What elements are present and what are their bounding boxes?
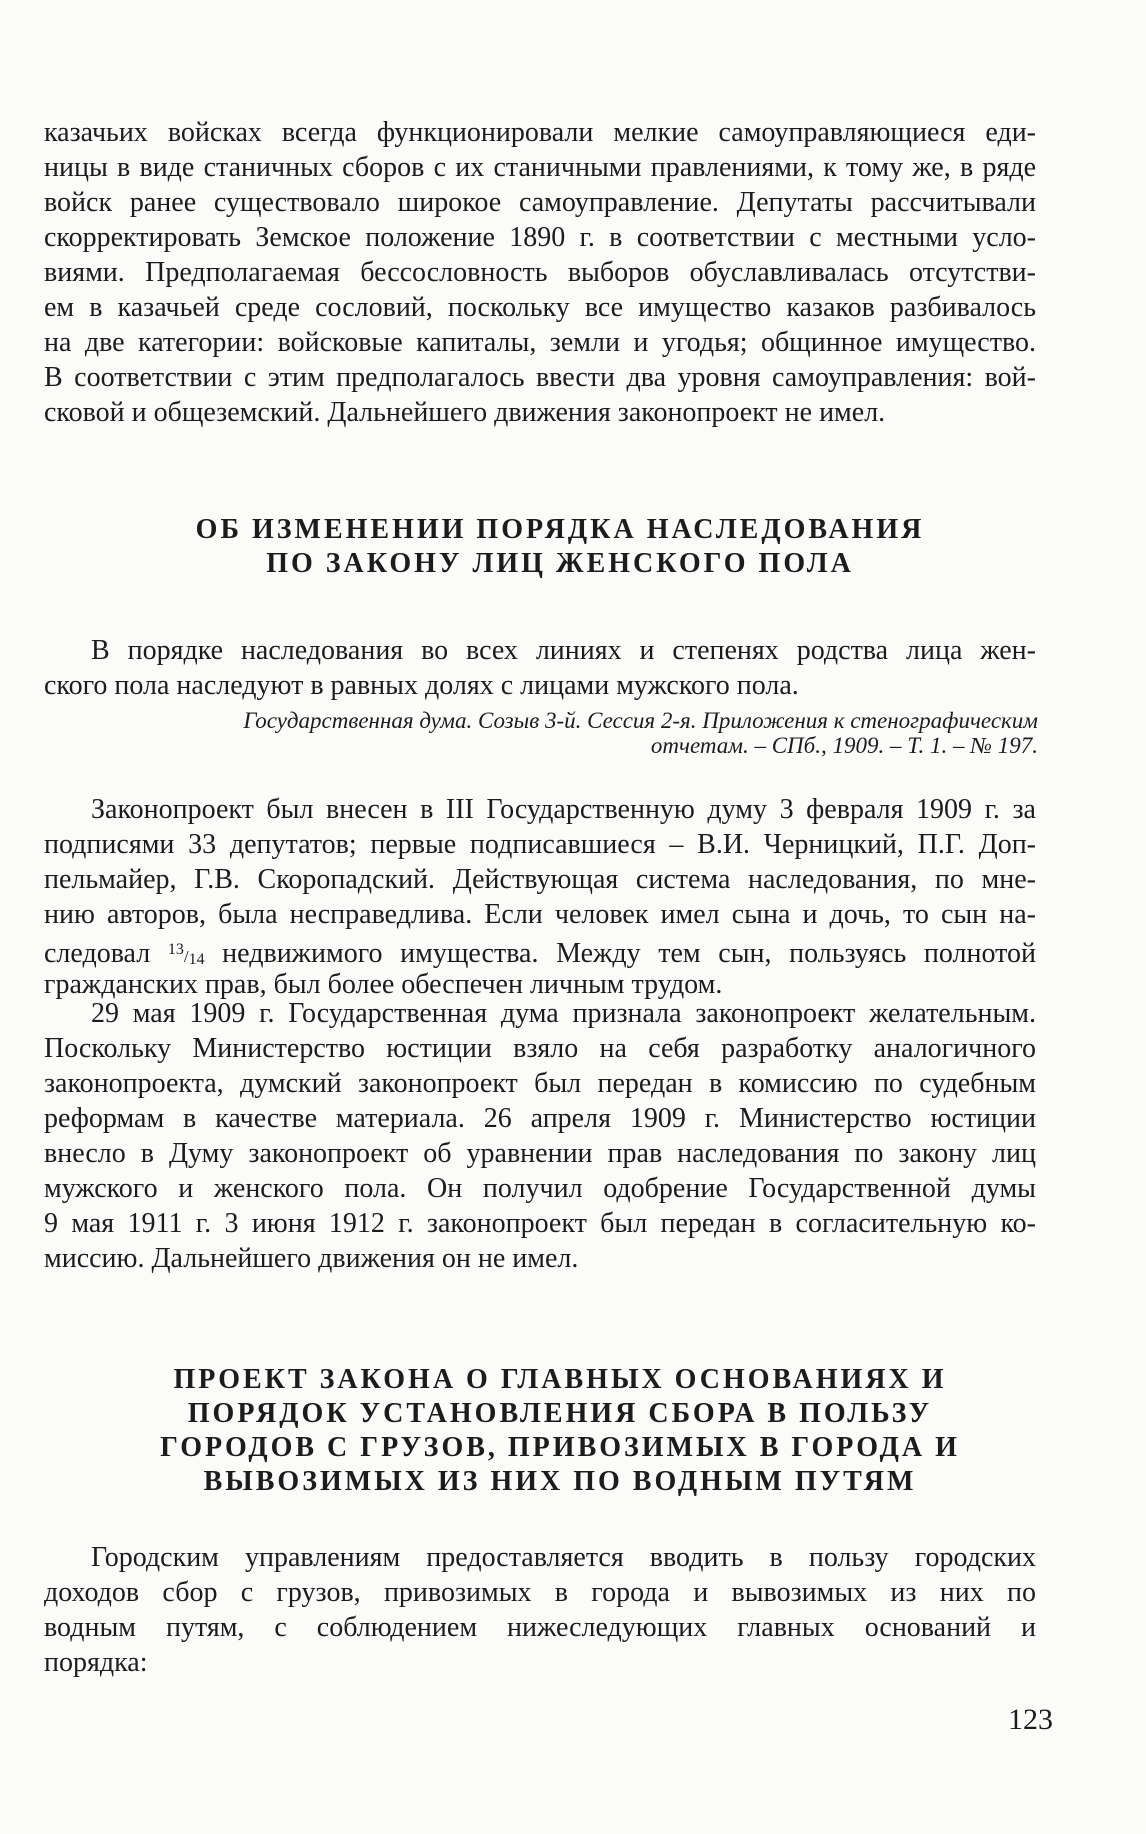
citation-line: Государственная дума. Созыв 3-й. Сессия 2-я. Приложения к стенографическим: [243, 708, 1038, 733]
page-number: 123: [1008, 1703, 1053, 1736]
text-line: Поскольку Министерство юстиции взяло на себя разработку аналогичного: [44, 1033, 1036, 1064]
text-line: ницы в виде станичных сборов с их станичными правлениями, к тому же, в ряде: [44, 152, 1036, 183]
text-line: законопроекта, думский законопроект был передан в комиссию по судебным: [44, 1068, 1036, 1099]
text-line: миссию. Дальнейшего движения он не имел.: [44, 1243, 579, 1274]
paragraph-bill-history: [44, 792, 1036, 1002]
section-heading-inheritance: [60, 513, 1060, 581]
text-line: водным путям, с соблюдением нижеследующих главных оснований и: [44, 1612, 1036, 1643]
text-line: реформам в качестве материала. 26 апреля 1909 г. Министерство юстиции: [44, 1103, 1036, 1134]
text-line: сковой и общеземский. Дальнейшего движения законопроект не имел.: [44, 397, 886, 428]
heading-line: ПРОЕКТ ЗАКОНА О ГЛАВНЫХ ОСНОВАНИЯХ И: [173, 1364, 947, 1395]
text-fragment: следовал: [44, 938, 168, 969]
paragraph-cossack-self-government: [44, 115, 1036, 430]
heading-line: ГОРОДОВ С ГРУЗОВ, ПРИВОЗИМЫХ В ГОРОДА И: [160, 1432, 960, 1463]
text-fragment: недвижимого имущества. Между тем сын, пользуясь полнотой: [204, 938, 1036, 969]
text-line: пельмайер, Г.В. Скоропадский. Действующая система наследования, по мне-: [44, 864, 1036, 895]
text-line: доходов сбор с грузов, привозимых в города и вывозимых из них по: [44, 1577, 1036, 1608]
heading-line: ПО ЗАКОНУ ЛИЦ ЖЕНСКОГО ПОЛА: [266, 548, 854, 579]
text-line: ского пола наследуют в равных долях с лицами мужского пола.: [44, 670, 799, 701]
paragraph-bill-text: [44, 633, 1036, 703]
fraction-denominator: 14: [188, 951, 205, 968]
text-line: 9 мая 1911 г. 3 июня 1912 г. законопроект был передан в согласительную ко-: [44, 1208, 1036, 1239]
text-line: скорректировать Земское положение 1890 г. в соответствии с местными усло-: [44, 222, 1036, 253]
text-line: [44, 932, 1036, 967]
text-line: мужского и женского пола. Он получил одобрение Государственной думы: [44, 1173, 1036, 1204]
text-line: на две категории: войсковые капиталы, земли и угодья; общинное имущество.: [44, 327, 1036, 358]
text-line: внесло в Думу законопроект об уравнении прав наследования по закону лиц: [44, 1138, 1036, 1169]
citation-line: отчетам. – СПб., 1909. – Т. 1. – № 197.: [650, 733, 1038, 758]
text-line: Городским управлениям предоставляется вводить в пользу городских: [91, 1542, 1036, 1573]
text-line: войск ранее существовало широкое самоуправление. Депутаты рассчитывали: [44, 187, 1036, 218]
fraction: $^{13}/_{14}$: [167, 941, 205, 968]
heading-line: ОБ ИЗМЕНЕНИИ ПОРЯДКА НАСЛЕДОВАНИЯ: [195, 514, 925, 545]
heading-line: ПОРЯДОК УСТАНОВЛЕНИЯ СБОРА В ПОЛЬЗУ: [187, 1398, 933, 1429]
text-line: В порядке наследования во всех линиях и степенях родства лица жен-: [91, 635, 1036, 666]
fraction-numerator: 13: [167, 941, 184, 958]
paragraph-duma-decision: [44, 996, 1036, 1276]
section-heading-cargo-levy: [60, 1363, 1060, 1499]
text-line: порядка:: [44, 1647, 148, 1678]
text-line: казачьих войсках всегда функционировали мелкие самоуправляющиеся еди-: [44, 117, 1036, 148]
text-line: 29 мая 1909 г. Государственная дума признала законопроект желательным.: [91, 998, 1036, 1029]
text-line: подписями 33 депутатов; первые подписавшиеся – В.И. Черницкий, П.Г. Доп-: [44, 829, 1036, 860]
text-line: виями. Предполагаемая бессословность выборов обуславливалась отсутстви-: [44, 257, 1036, 288]
paragraph-city-levy: [44, 1540, 1036, 1680]
text-line: В соответствии с этим предполагалось ввести два уровня самоуправления: вой-: [44, 362, 1036, 393]
heading-line: ВЫВОЗИМЫХ ИЗ НИХ ПО ВОДНЫМ ПУТЯМ: [203, 1466, 917, 1497]
source-citation: [138, 708, 1038, 758]
text-line: гражданских прав, был более обеспечен личным трудом.: [44, 969, 723, 1000]
text-line: ем в казачьей среде сословий, поскольку все имущество казаков разбивалось: [44, 292, 1036, 323]
text-line: Законопроект был внесен в III Государственную думу 3 февраля 1909 г. за: [91, 794, 1036, 825]
text-line: нию авторов, была несправедлива. Если человек имел сына и дочь, то сын на-: [44, 899, 1036, 930]
